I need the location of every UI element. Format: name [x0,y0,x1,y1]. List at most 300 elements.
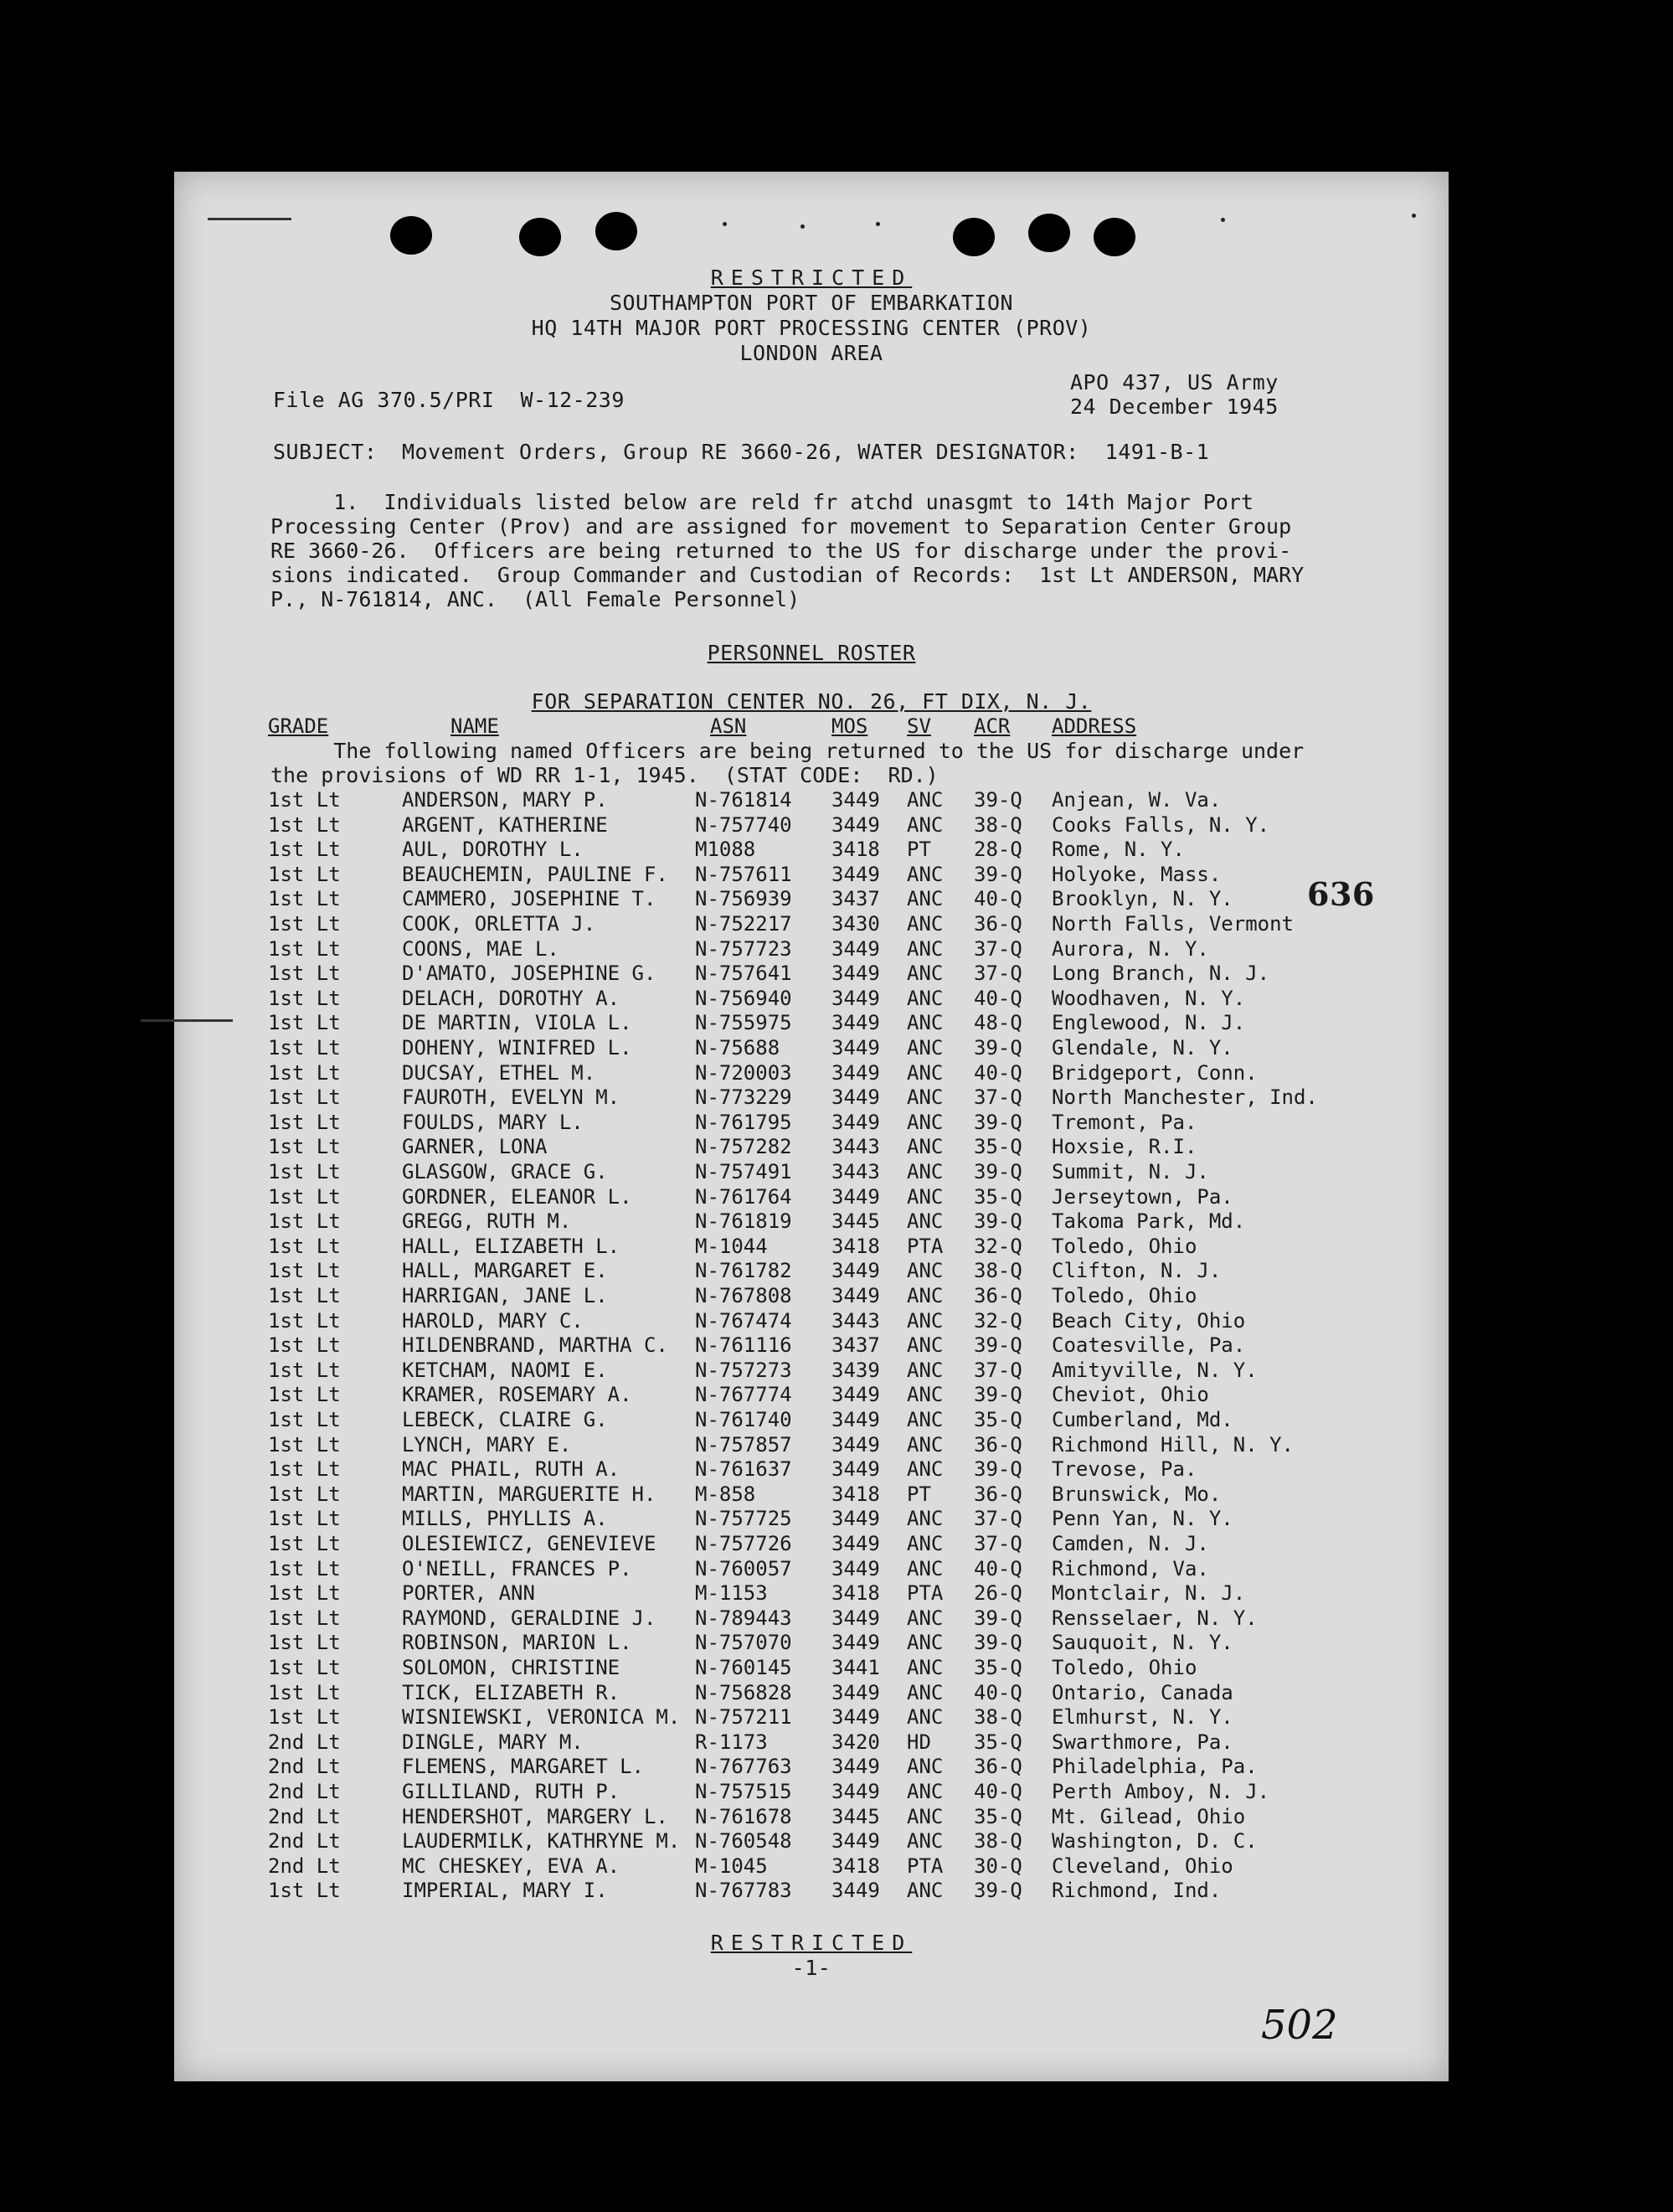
cell-acr: 39-Q [974,1383,1022,1407]
cell-name: KRAMER, ROSEMARY A. [402,1383,632,1407]
cell-address: Hoxsie, R.I. [1052,1135,1197,1159]
cell-grade: 1st Lt [268,1135,341,1159]
cell-sv: PT [907,1482,931,1506]
cell-sv: ANC [907,1755,944,1779]
table-row [174,1135,1449,1160]
cell-mos: 3430 [831,912,880,936]
cell-sv: ANC [907,1333,944,1358]
speck [1412,214,1416,218]
punch-hole [390,216,432,255]
cell-asn: N-789443 [695,1606,792,1630]
table-row [174,1383,1449,1408]
cell-name: DUCSAY, ETHEL M. [402,1060,596,1085]
cell-name: TICK, ELIZABETH R. [402,1680,620,1704]
table-row [174,1482,1449,1508]
cell-address: Toledo, Ohio [1052,1284,1197,1307]
cell-sv: ANC [907,912,944,936]
cell-address: Sauquoit, N. Y. [1052,1631,1233,1655]
table-row [174,1085,1449,1111]
cell-asn: N-757723 [695,936,792,961]
cell-sv: PTA [907,1854,944,1878]
column-header-mos: MOS [831,714,868,738]
table-row [174,1631,1449,1656]
cell-acr: 39-Q [974,1631,1022,1655]
cell-name: HILDENBRAND, MARTHA C. [402,1333,668,1358]
table-row [174,1681,1449,1706]
cell-mos: 3449 [831,1383,880,1407]
cell-mos: 3449 [831,1705,880,1730]
cell-acr: 39-Q [974,1036,1022,1060]
cell-mos: 3449 [831,936,880,961]
cell-sv: ANC [907,1879,944,1903]
cell-name: HAROLD, MARY C. [402,1308,584,1333]
cell-name: OLESIEWICZ, GENEVIEVE [402,1532,656,1555]
speck [1221,218,1225,222]
cell-asn: N-767783 [695,1879,792,1903]
speck [800,224,805,229]
cell-asn: N-755975 [695,1011,792,1035]
cell-asn: N-761637 [695,1457,792,1482]
cell-grade: 1st Lt [268,887,341,911]
table-row [174,1185,1449,1210]
cell-sv: ANC [907,1680,944,1704]
paragraph-line: sions indicated. Group Commander and Custodian of Records: 1st Lt ANDERSON, MARY [270,563,1305,587]
cell-name: GARNER, LONA [402,1135,548,1159]
table-row [174,1309,1449,1334]
cell-grade: 1st Lt [268,1656,341,1679]
cell-acr: 36-Q [974,1432,1022,1457]
cell-mos: 3439 [831,1358,880,1382]
cell-name: LEBECK, CLAIRE G. [402,1408,608,1431]
column-header-sv: SV [907,714,931,738]
cell-sv: ANC [907,887,944,911]
cell-asn: N-756940 [695,986,792,1010]
punch-hole [595,212,637,250]
table-row [174,1780,1449,1805]
paragraph-line: 1. Individuals listed below are reld fr atchd unasgmt to 14th Major Port [270,490,1253,514]
cell-name: PORTER, ANN [402,1581,535,1606]
cell-grade: 1st Lt [268,1011,341,1035]
cell-grade: 1st Lt [268,1705,341,1730]
cell-asn: M-1045 [695,1854,768,1878]
cell-address: Bridgeport, Conn. [1052,1060,1258,1085]
cell-address: North Falls, Vermont [1052,912,1294,936]
cell-sv: PTA [907,1234,944,1258]
cell-asn: N-767474 [695,1308,792,1333]
cell-grade: 1st Lt [268,1284,341,1307]
cell-grade: 1st Lt [268,1110,341,1134]
cell-name: KETCHAM, NAOMI E. [402,1358,608,1382]
cell-mos: 3443 [831,1308,880,1333]
cell-grade: 1st Lt [268,962,341,986]
cell-sv: ANC [907,1284,944,1307]
cell-name: GILLILAND, RUTH P. [402,1780,620,1803]
cell-asn: M-1153 [695,1581,768,1606]
cell-acr: 40-Q [974,887,1022,911]
cell-sv: ANC [907,962,944,986]
cell-name: DELACH, DOROTHY A. [402,986,620,1010]
cell-grade: 1st Lt [268,1184,341,1209]
cell-name: LAUDERMILK, KATHRYNE M. [402,1829,681,1854]
cell-address: Cheviot, Ohio [1052,1383,1209,1407]
cell-grade: 1st Lt [268,936,341,961]
table-row [174,1036,1449,1061]
cell-sv: ANC [907,1780,944,1803]
cell-mos: 3449 [831,1755,880,1779]
cell-mos: 3445 [831,1209,880,1234]
cell-grade: 1st Lt [268,1680,341,1704]
cell-grade: 1st Lt [268,1879,341,1903]
cell-address: Cumberland, Md. [1052,1408,1233,1431]
cell-address: Summit, N. J. [1052,1160,1209,1183]
cell-address: Rome, N. Y. [1052,838,1185,862]
cell-mos: 3449 [831,1408,880,1431]
cell-address: Clifton, N. J. [1052,1259,1222,1283]
cell-mos: 3445 [831,1804,880,1828]
punch-hole [1094,218,1135,256]
cell-asn: N-757515 [695,1780,792,1803]
cell-acr: 38-Q [974,1829,1022,1854]
cell-acr: 30-Q [974,1854,1022,1878]
cell-grade: 2nd Lt [268,1804,341,1828]
cell-acr: 35-Q [974,1656,1022,1679]
cell-address: Woodhaven, N. Y. [1052,986,1246,1010]
table-row [174,813,1449,838]
cell-grade: 2nd Lt [268,1755,341,1779]
cell-grade: 1st Lt [268,1259,341,1283]
cell-acr: 48-Q [974,1011,1022,1035]
cell-address: Amityville, N. Y. [1052,1358,1258,1382]
cell-sv: ANC [907,862,944,886]
cell-sv: HD [907,1730,931,1754]
cell-address: Swarthmore, Pa. [1052,1730,1233,1754]
table-row [174,1606,1449,1632]
cell-grade: 1st Lt [268,1532,341,1555]
cell-asn: N-757282 [695,1135,792,1159]
cell-acr: 37-Q [974,936,1022,961]
cell-name: LYNCH, MARY E. [402,1432,572,1457]
cell-address: Tremont, Pa. [1052,1110,1197,1134]
cell-sv: ANC [907,1556,944,1580]
cell-asn: N-756939 [695,887,792,911]
cell-sv: ANC [907,936,944,961]
cell-mos: 3449 [831,1606,880,1630]
cell-address: Ontario, Canada [1052,1680,1233,1704]
cell-asn: M-858 [695,1482,756,1506]
cell-address: Elmhurst, N. Y. [1052,1705,1233,1730]
table-row [174,1408,1449,1433]
cell-name: IMPERIAL, MARY I. [402,1879,608,1903]
cell-mos: 3449 [831,986,880,1010]
table-row [174,1557,1449,1582]
cell-address: Toledo, Ohio [1052,1234,1197,1258]
cell-asn: N-757740 [695,812,792,837]
cell-grade: 1st Lt [268,1209,341,1234]
cell-acr: 39-Q [974,862,1022,886]
cell-asn: N-773229 [695,1085,792,1110]
cell-asn: N-760548 [695,1829,792,1854]
cell-address: Trevose, Pa. [1052,1457,1197,1482]
cell-asn: N-756828 [695,1680,792,1704]
file-reference: File AG 370.5/PRI W-12-239 [273,388,625,412]
cell-sv: ANC [907,1532,944,1555]
cell-asn: M-1044 [695,1234,768,1258]
cell-grade: 1st Lt [268,912,341,936]
cell-asn: N-757611 [695,862,792,886]
restricted-header: RESTRICTED [710,266,913,290]
edge-mark [208,218,291,220]
cell-mos: 3449 [831,1780,880,1803]
cell-asn: N-757726 [695,1532,792,1555]
cell-name: ROBINSON, MARION L. [402,1631,632,1655]
cell-address: Coatesville, Pa. [1052,1333,1246,1358]
table-row [174,1284,1449,1309]
cell-acr: 37-Q [974,1532,1022,1555]
cell-grade: 1st Lt [268,1482,341,1506]
cell-acr: 39-Q [974,788,1022,812]
table-row [174,1532,1449,1557]
cell-mos: 3449 [831,1259,880,1283]
cell-sv: ANC [907,1457,944,1482]
table-row [174,1581,1449,1606]
cell-sv: ANC [907,1308,944,1333]
cell-asn: N-761814 [695,788,792,812]
table-row [174,1333,1449,1359]
cell-mos: 3449 [831,1110,880,1134]
cell-address: Camden, N. J. [1052,1532,1209,1555]
cell-mos: 3418 [831,838,880,862]
cell-address: Rensselaer, N. Y. [1052,1606,1258,1630]
cell-address: Cleveland, Ohio [1052,1854,1233,1878]
cell-acr: 39-Q [974,1209,1022,1234]
table-row [174,1061,1449,1086]
table-row [174,1359,1449,1384]
cell-name: FOULDS, MARY L. [402,1110,584,1134]
cell-sv: ANC [907,1259,944,1283]
cell-sv: ANC [907,1829,944,1854]
cell-mos: 3449 [831,1184,880,1209]
cell-name: O'NEILL, FRANCES P. [402,1556,632,1580]
cell-address: Long Branch, N. J. [1052,962,1270,986]
table-row [174,987,1449,1012]
cell-address: Philadelphia, Pa. [1052,1755,1258,1779]
cell-name: MARTIN, MARGUERITE H. [402,1482,656,1506]
cell-grade: 1st Lt [268,862,341,886]
cell-address: Toledo, Ohio [1052,1656,1197,1679]
table-row [174,1507,1449,1532]
cell-asn: N-75688 [695,1036,780,1060]
cell-acr: 36-Q [974,1482,1022,1506]
cell-address: Mt. Gilead, Ohio [1052,1804,1246,1828]
cell-asn: N-757211 [695,1705,792,1730]
table-row [174,1805,1449,1830]
cell-asn: N-767763 [695,1755,792,1779]
cell-asn: N-760057 [695,1556,792,1580]
cell-grade: 1st Lt [268,1556,341,1580]
cell-address: Cooks Falls, N. Y. [1052,812,1270,837]
cell-grade: 1st Lt [268,838,341,862]
cell-acr: 39-Q [974,1110,1022,1134]
cell-asn: N-761782 [695,1259,792,1283]
cell-sv: ANC [907,1432,944,1457]
cell-name: MILLS, PHYLLIS A. [402,1507,608,1531]
table-row [174,1111,1449,1136]
cell-acr: 38-Q [974,1259,1022,1283]
paragraph-line: RE 3660-26. Officers are being returned to the US for discharge under the provi- [270,539,1292,563]
apo-line: APO 437, US Army [1070,370,1279,394]
punch-hole [953,218,995,256]
cell-name: ARGENT, KATHERINE [402,812,608,837]
table-row [174,1705,1449,1730]
org-line-1: SOUTHAMPTON PORT OF EMBARKATION [609,291,1014,315]
cell-grade: 1st Lt [268,986,341,1010]
cell-sv: ANC [907,812,944,837]
cell-name: FAUROTH, EVELYN M. [402,1085,620,1110]
cell-asn: N-757273 [695,1358,792,1382]
cell-address: Penn Yan, N. Y. [1052,1507,1233,1531]
cell-address: Jerseytown, Pa. [1052,1184,1233,1209]
table-row [174,1656,1449,1681]
cell-grade: 1st Lt [268,1383,341,1407]
cell-mos: 3449 [831,1680,880,1704]
cell-sv: ANC [907,1110,944,1134]
cell-mos: 3449 [831,812,880,837]
table-row [174,838,1449,863]
cell-name: COONS, MAE L. [402,936,559,961]
cell-asn: N-761678 [695,1804,792,1828]
roster-intro-line: the provisions of WD RR 1-1, 1945. (STAT CODE: RD.) [270,763,939,787]
restricted-footer: RESTRICTED [710,1931,913,1955]
cell-acr: 37-Q [974,1358,1022,1382]
cell-sv: ANC [907,1060,944,1085]
cell-acr: 40-Q [974,1680,1022,1704]
cell-address: Richmond, Va. [1052,1556,1209,1580]
cell-sv: ANC [907,1507,944,1531]
cell-acr: 38-Q [974,812,1022,837]
cell-name: DE MARTIN, VIOLA L. [402,1011,632,1035]
cell-mos: 3449 [831,1036,880,1060]
cell-mos: 3449 [831,1829,880,1854]
table-row [174,863,1449,888]
cell-acr: 32-Q [974,1308,1022,1333]
cell-name: COOK, ORLETTA J. [402,912,596,936]
cell-asn: N-757491 [695,1160,792,1183]
cell-name: GLASGOW, GRACE G. [402,1160,608,1183]
cell-name: D'AMATO, JOSEPHINE G. [402,962,656,986]
cell-asn: M1088 [695,838,756,862]
cell-sv: ANC [907,1358,944,1382]
cell-sv: ANC [907,1011,944,1035]
speck [876,222,880,226]
cell-grade: 1st Lt [268,812,341,837]
cell-mos: 3449 [831,1432,880,1457]
org-line-3: LONDON AREA [739,341,883,365]
table-row [174,1235,1449,1260]
cell-asn: N-761116 [695,1333,792,1358]
cell-sv: PT [907,838,931,862]
punch-hole [1028,214,1070,252]
cell-grade: 1st Lt [268,1606,341,1630]
table-row [174,912,1449,937]
cell-grade: 2nd Lt [268,1829,341,1854]
cell-mos: 3449 [831,1532,880,1555]
cell-asn: N-720003 [695,1060,792,1085]
cell-grade: 1st Lt [268,1308,341,1333]
cell-address: Beach City, Ohio [1052,1308,1246,1333]
cell-mos: 3437 [831,1333,880,1358]
cell-sv: ANC [907,1705,944,1730]
cell-acr: 36-Q [974,1755,1022,1779]
cell-grade: 2nd Lt [268,1730,341,1754]
column-header-acr: ACR [974,714,1011,738]
cell-acr: 39-Q [974,1457,1022,1482]
cell-name: GREGG, RUTH M. [402,1209,572,1234]
cell-name: HENDERSHOT, MARGERY L. [402,1804,668,1828]
table-row [174,1755,1449,1780]
cell-name: MC CHESKEY, EVA A. [402,1854,620,1878]
cell-address: Richmond Hill, N. Y. [1052,1432,1294,1457]
table-row [174,1829,1449,1854]
cell-acr: 40-Q [974,1060,1022,1085]
punch-hole [519,218,561,256]
table-row [174,937,1449,962]
cell-asn: R-1173 [695,1730,768,1754]
column-header-name: NAME [450,714,499,738]
cell-grade: 2nd Lt [268,1854,341,1878]
cell-acr: 36-Q [974,912,1022,936]
cell-name: GORDNER, ELEANOR L. [402,1184,632,1209]
cell-mos: 3418 [831,1854,880,1878]
cell-acr: 39-Q [974,1160,1022,1183]
cell-grade: 1st Lt [268,1507,341,1531]
table-row [174,1854,1449,1879]
cell-mos: 3420 [831,1730,880,1754]
cell-acr: 40-Q [974,1556,1022,1580]
cell-address: Brooklyn, N. Y. [1052,887,1233,911]
cell-asn: N-757641 [695,962,792,986]
table-row [174,1259,1449,1284]
cell-asn: N-767774 [695,1383,792,1407]
cell-mos: 3449 [831,1879,880,1903]
table-row [174,1457,1449,1482]
cell-grade: 1st Lt [268,1333,341,1358]
cell-address: Montclair, N. J. [1052,1581,1246,1606]
table-row [174,788,1449,813]
cell-sv: ANC [907,1631,944,1655]
document-page [174,172,1449,2081]
cell-acr: 37-Q [974,1507,1022,1531]
cell-asn: N-757725 [695,1507,792,1531]
paragraph-line: Processing Center (Prov) and are assigned for movement to Separation Center Group [270,514,1292,539]
cell-address: Anjean, W. Va. [1052,788,1222,812]
cell-mos: 3418 [831,1234,880,1258]
cell-acr: 38-Q [974,1705,1022,1730]
cell-asn: N-752217 [695,912,792,936]
cell-name: HALL, MARGARET E. [402,1259,608,1283]
cell-mos: 3418 [831,1482,880,1506]
subject-text: Movement Orders, Group RE 3660-26, WATER DESIGNATOR: 1491-B-1 [402,440,1210,464]
cell-sv: ANC [907,1135,944,1159]
cell-acr: 39-Q [974,1606,1022,1630]
cell-name: HALL, ELIZABETH L. [402,1234,620,1258]
cell-address: Holyoke, Mass. [1052,862,1222,886]
cell-mos: 3418 [831,1581,880,1606]
cell-acr: 28-Q [974,838,1022,862]
page-number: -1- [791,1956,831,1980]
roster-subtitle: FOR SEPARATION CENTER NO. 26, FT DIX, N. J. [531,689,1092,714]
cell-name: RAYMOND, GERALDINE J. [402,1606,656,1630]
cell-name: ANDERSON, MARY P. [402,788,608,812]
